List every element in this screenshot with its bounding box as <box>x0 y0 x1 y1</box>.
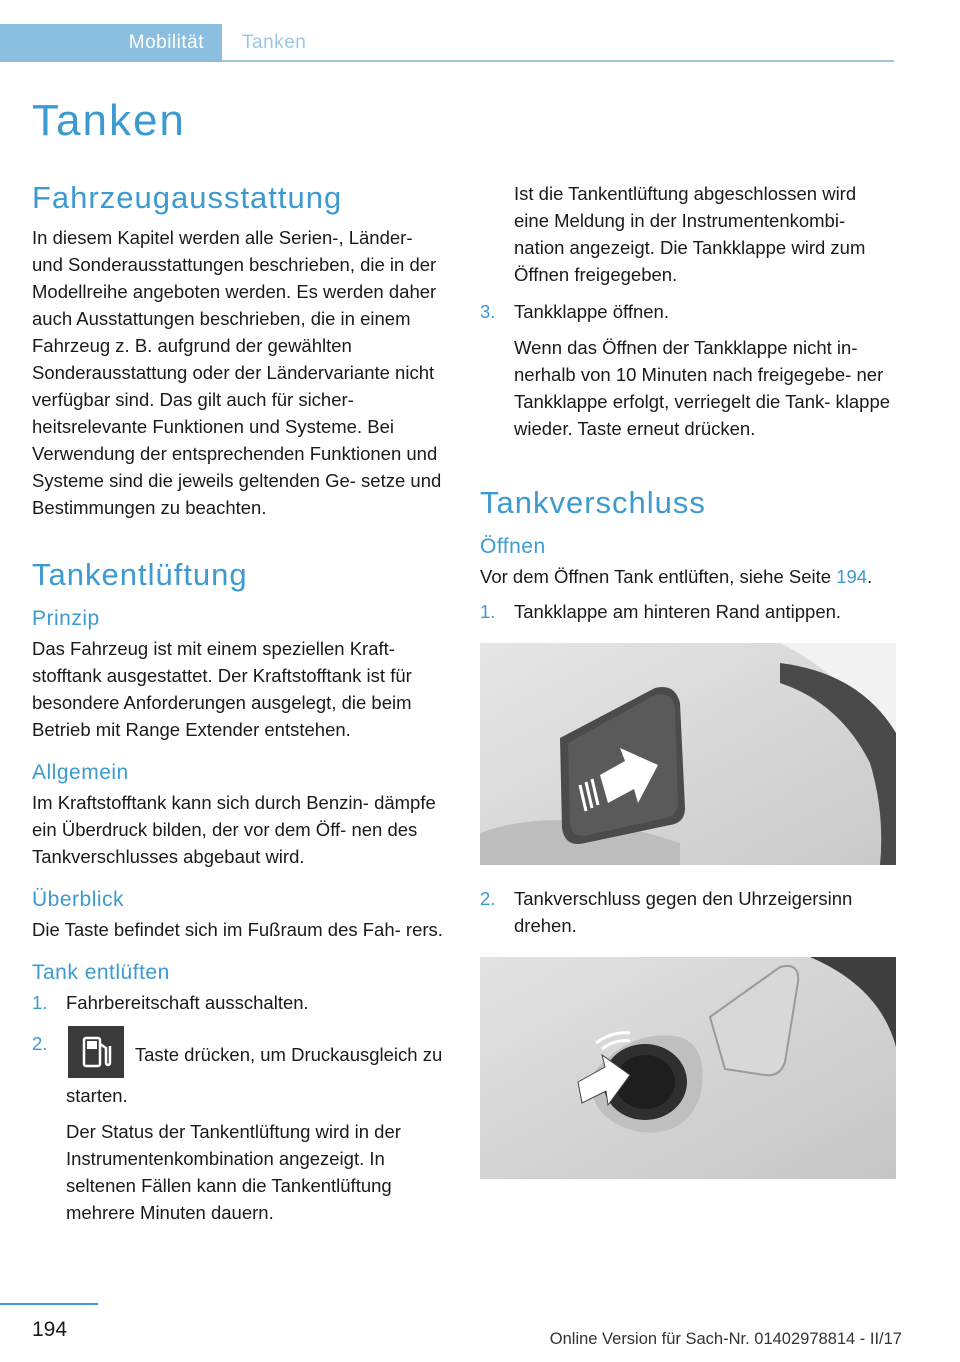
section-title-tankverschluss: Tankverschluss <box>480 485 706 520</box>
paragraph-prinzip: Das Fahrzeug ist mit einem speziellen Kraft- stofftank ausgestattet. Der Kraftstofftank ist für besondere Anforderungen ausgelegt, die beim Betrieb mit Range Extender entstehen. <box>32 638 412 740</box>
list-item <box>480 298 894 442</box>
photo-fuel-cap <box>480 957 896 1179</box>
subsection-title-allgemein: Allgemein <box>32 761 129 784</box>
left-column <box>32 180 446 1235</box>
step-text: Fahrbereitschaft ausschalten. <box>66 992 309 1013</box>
steps-tank-entlueften <box>32 989 446 1226</box>
paragraph-allgemein: Im Kraftstofftank kann sich durch Benzin- dämpfe ein Überdruck bilden, der vor dem Öff- nen des Tankverschlusses abgebaut wird. <box>32 792 436 867</box>
step-subtext: Wenn das Öffnen der Tankklappe nicht in- nerhalb von 10 Minuten nach freigegebe- ner Tankklappe erfolgt, verriegelt die Tank- klappe wieder. Taste erneut drücken. <box>514 337 891 439</box>
step-number: 1. <box>32 992 48 1013</box>
page-reference-link[interactable]: 194 <box>836 566 868 587</box>
oeffnen-text-end: . <box>867 566 873 587</box>
paragraph-oeffnen <box>480 563 894 590</box>
header-chapter-label: Tanken <box>242 32 307 53</box>
section-title-fahrzeugausstattung: Fahrzeugausstattung <box>32 180 343 215</box>
list-item <box>32 989 446 1016</box>
footer-rule <box>0 1303 98 1305</box>
list-item <box>480 885 894 939</box>
step-text: Taste drücken, um Druckausgleich zu starten. <box>66 1043 443 1106</box>
step-number: 3. <box>480 301 496 322</box>
subsection-title-oeffnen: Öffnen <box>480 535 546 558</box>
paragraph-ueberblick: Die Taste befindet sich im Fußraum des Fah- rers. <box>32 919 443 940</box>
subsection-title-ueberblick: Überblick <box>32 888 125 911</box>
section-title-tankentlueftung: Tankentlüftung <box>32 557 248 592</box>
step-subtext: Der Status der Tankentlüftung wird in der Instrumentenkombination angezeigt. In seltenen Fällen kann die Tankentlüftung mehrere Minuten dauern. <box>66 1121 401 1223</box>
page-number: 194 <box>32 1318 68 1341</box>
right-column <box>480 180 894 1199</box>
subsection-title-prinzip: Prinzip <box>32 607 100 630</box>
subsection-title-tank-entlueften: Tank entlüften <box>32 961 170 984</box>
steps-continuation <box>480 298 894 442</box>
page-title: Tanken <box>32 96 186 145</box>
step-number: 2. <box>32 1033 48 1054</box>
step-text: Tankklappe öffnen. <box>514 301 669 322</box>
steps-oeffnen <box>480 598 894 625</box>
header-rule <box>222 60 894 62</box>
page-header <box>0 24 894 62</box>
steps-oeffnen-continued <box>480 885 894 939</box>
paragraph-fahrzeugausstattung: In diesem Kapitel werden alle Serien-, Länder- und Sonderausstattungen beschrieben, die in der Modellreihe angeboten werden. Es werden daher auch Ausstattungen beschrieben, die in einem Fahrzeug z. B. aufgrund der gewählten Sonderausstattung oder der Ländervariante nicht verfügbar sind. Das gilt auch für sicher- heitsrelevante Funktionen und Systeme. Bei Verwendung der entsprechenden Funktionen und Systeme sind die jeweils geltenden Ge- setze und Bestimmungen zu beachten. <box>32 227 442 518</box>
paragraph-continuation: Ist die Tankentlüftung abgeschlossen wird eine Meldung in der Instrumentenkombi- nation angezeigt. Die Tankklappe wird zum Öffnen freigegeben. <box>514 183 866 285</box>
step-number: 2. <box>480 888 496 909</box>
footer-note: Online Version für Sach-Nr. 01402978814 - II/17 <box>549 1330 902 1348</box>
list-item <box>32 1030 446 1226</box>
photo-fuel-flap <box>480 643 896 865</box>
step-text: Tankverschluss gegen den Uhrzeigersinn drehen. <box>514 888 853 936</box>
oeffnen-text: Vor dem Öffnen Tank entlüften, siehe Seite <box>480 566 832 587</box>
header-chapter-tab <box>222 24 306 62</box>
header-section-label: Mobilität <box>128 32 204 53</box>
fuel-pump-button-icon <box>68 1026 124 1078</box>
step-text: Tankklappe am hinteren Rand antippen. <box>514 601 842 622</box>
list-item <box>480 598 894 625</box>
header-section-tab <box>0 24 222 62</box>
step-number: 1. <box>480 601 496 622</box>
